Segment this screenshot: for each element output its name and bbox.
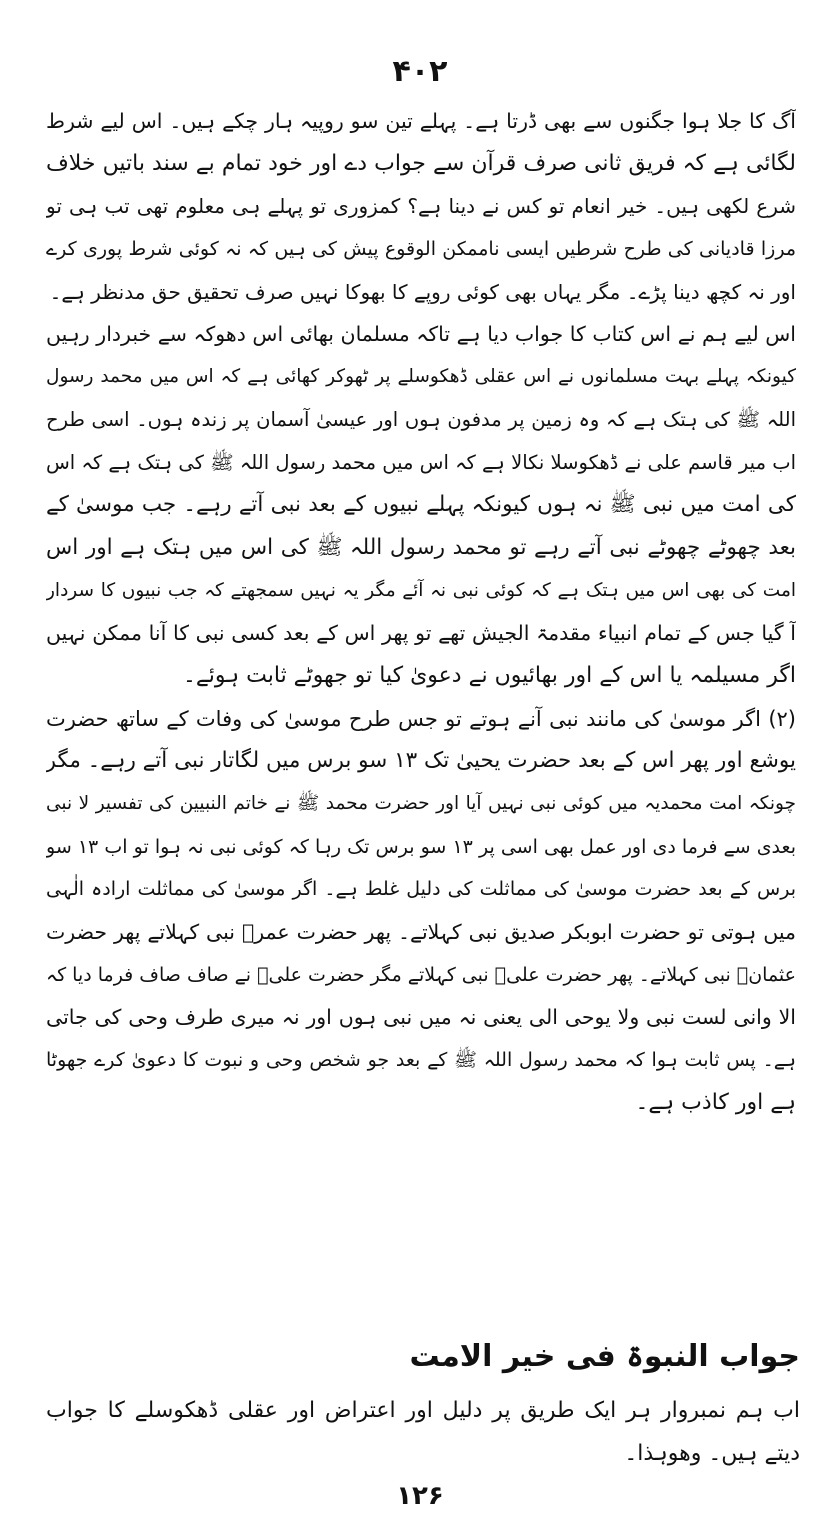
- text-line: اب میر قاسم علی نے ڈھکوسلا نکالا ہے کہ اس میں محمد رسول اللہ ﷺ کی ہتک ہے کہ اس: [46, 450, 796, 474]
- body-text: [46, 100, 796, 1125]
- text-line: ہے اور کاذب ہے۔: [635, 1089, 796, 1115]
- text-line: ہے۔ پس ثابت ہوا کہ محمد رسول اللہ ﷺ کے بعد جو شخص وحی و نبوت کا دعویٰ کرے جھوٹا: [46, 1049, 796, 1072]
- text-line: آ گیا جس کے تمام انبیاء مقدمۃ الجیش تھے تو پھر اس کے بعد کسی نبی کا آنا ممکن نہیں: [46, 621, 796, 646]
- text-line: شرع لکھی ہیں۔ خیر انعام تو کس نے دینا ہے؟ کمزوری تو پہلے ہی معلوم تھی تب ہی تو: [46, 194, 796, 219]
- text-line: (۲) اگر موسیٰ کی مانند نبی آنے ہوتے تو جس طرح موسیٰ کی وفات کے ساتھ حضرت: [46, 706, 796, 731]
- text-line: لگائی ہے کہ فریق ثانی صرف قرآن سے جواب دے اور خود تمام بے سند باتیں خلاف: [46, 150, 796, 176]
- section-heading: جواب النبوۃ فی خیر الامت: [409, 1339, 800, 1374]
- text-line: کیونکہ پہلے بہت مسلمانوں نے اس عقلی ڈھکوسلے پر ٹھوکر کھائی ہے کہ اس میں محمد رسول: [46, 366, 796, 388]
- text-line: اور نہ کچھ دینا پڑے۔ مگر یہاں بھی کوئی روپے کا بھوکا نہیں صرف تحقیق حق مدنظر ہے۔: [49, 279, 796, 304]
- text-line: اب ہم نمبروار ہر ایک طریق پر دلیل اور اعتراض اور عقلی ڈھکوسلے کا جواب: [46, 1398, 800, 1423]
- page-number-top: ۴۰۲: [392, 54, 448, 89]
- text-line: امت کی بھی اس میں ہتک ہے کہ کوئی نبی نہ آئے مگر یہ نہیں سمجھتے کہ جب نبیوں کا سردار: [46, 579, 796, 601]
- text-line: یوشع اور پھر اس کے بعد حضرت یحییٰ تک ۱۳ سو برس میں لگاتار نبی آتے رہے۔ مگر: [46, 748, 796, 774]
- text-line: میں ہوتی تو حضرت ابوبکر صدیق نبی کہلاتے۔ پھر حضرت عمرؓ نبی کہلاتے پھر حضرت: [46, 920, 796, 945]
- text-line: اس لیے ہم نے اس کتاب کا جواب دیا ہے تاکہ مسلمان بھائی اس دھوکہ سے خبردار رہیں: [46, 322, 796, 347]
- text-line: اگر مسیلمہ یا اس کے اور بھائیوں نے دعویٰ کیا تو جھوٹے ثابت ہوئے۔: [182, 662, 796, 688]
- text-line: آگ کا جلا ہوا جگنوں سے بھی ڈرتا ہے۔ پہلے تین سو روپیہ ہار چکے ہیں۔ اس لیے شرط: [46, 109, 796, 133]
- text-line: الا وانی لست نبی ولا یوحی الی یعنی نہ میں نبی ہوں اور نہ میری طرف وحی کی جاتی: [46, 1005, 796, 1030]
- text-line: کی امت میں نبی ﷺ نہ ہوں کیونکہ پہلے نبیوں کے بعد نبی آتے رہے۔ جب موسیٰ کے: [46, 492, 796, 518]
- text-line: برس کے بعد حضرت موسیٰ کی مماثلت کی دلیل غلط ہے۔ اگر موسیٰ کی مماثلت ارادہ الٰہی: [46, 878, 796, 901]
- text-line: عثمانؓ نبی کہلاتے۔ پھر حضرت علیؓ نبی کہلاتے مگر حضرت علیؓ نے صاف صاف فرما دیا کہ: [46, 963, 796, 986]
- text-line: دیتے ہیں۔ وھوہذا۔: [624, 1440, 800, 1466]
- text-line: چونکہ امت محمدیہ میں کوئی نبی نہیں آیا اور حضرت محمد ﷺ نے خاتم النبیین کی تفسیر لا نبی: [46, 793, 796, 814]
- intro-text: [46, 1390, 800, 1475]
- text-line: اللہ ﷺ کی ہتک ہے کہ وہ زمین پر مدفون ہوں اور عیسیٰ آسمان پر زندہ ہوں۔ اسی طرح: [46, 407, 796, 431]
- page-number-bottom: ۱۲۶: [396, 1481, 444, 1511]
- text-line: بعدی سے فرما دی اور عمل بھی اسی پر ۱۳ سو برس تک رہا کہ کوئی نبی نہ ہوا تو اب ۱۳ سو: [46, 835, 796, 858]
- text-line: مرزا قادیانی کی طرح شرطیں ایسی ناممکن الوقوع پیش کی ہیں کہ نہ کوئی شرط پوری کرے: [46, 238, 796, 261]
- text-line: بعد چھوٹے چھوٹے نبی آتے رہے تو محمد رسول اللہ ﷺ کی اس میں ہتک ہے اور اس: [46, 534, 796, 560]
